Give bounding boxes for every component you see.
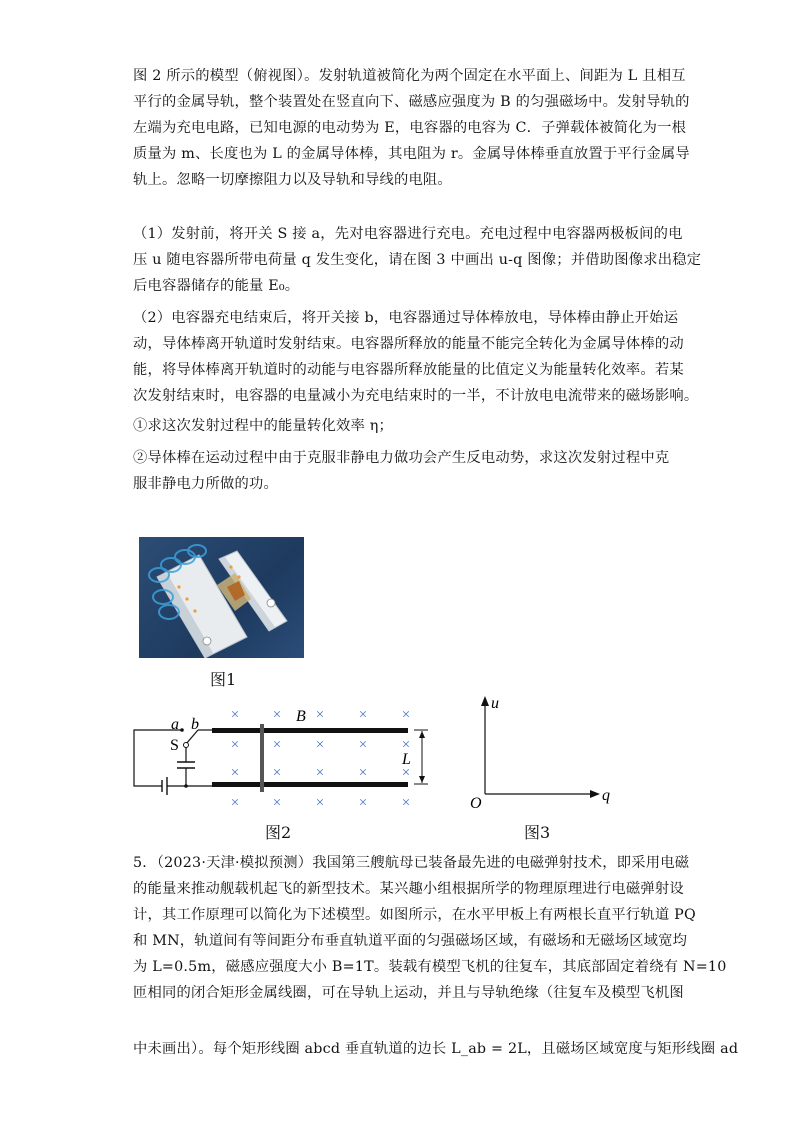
problem4-part2-line: （2）电容器充电结束后，将开关接 b，电容器通过导体棒放电，导体棒由静止开始运	[133, 310, 679, 326]
figure3-caption: 图3	[524, 823, 551, 842]
railgun-illustration	[139, 537, 304, 658]
fig2-L-label: L	[402, 751, 411, 768]
origin-label: O	[470, 795, 482, 810]
problem4-line: 轨上。忽略一切摩擦阻力以及导轨和导线的电阻。	[133, 172, 452, 188]
fig2-B-label: B	[296, 708, 306, 725]
u-axis-label: u	[491, 695, 499, 712]
figure1-caption: 图1	[210, 670, 237, 689]
problem5-line: 的能量来推动舰载机起飞的新型技术。某兴趣小组根据所学的物理原理进行电磁弹射设	[133, 881, 684, 897]
field-cross: ×	[315, 737, 325, 753]
problem5-line: 5．（2023·天津·模拟预测）我国第三艘航母已装备最先进的电磁弹射技术，即采用电磁	[133, 855, 690, 871]
field-cross: ×	[358, 795, 368, 811]
switch-pivot	[184, 743, 189, 748]
problem4-part2-line: 次发射结束时，电容器的电量减小为充电结束时的一半，不计放电电流带来的磁场影响。	[133, 388, 699, 404]
field-cross: ×	[230, 737, 240, 753]
field-cross: ×	[230, 765, 240, 781]
figure2-caption: 图2	[265, 823, 292, 842]
problem4-line: 质量为 m、长度也为 L 的金属导体棒，其电阻为 r。金属导体棒垂直放置于平行金属导	[133, 146, 690, 162]
problem4-part2-line: 能，将导体棒离开轨道时的动能与电容器所释放能量的比值定义为能量转化效率。若某	[133, 362, 684, 378]
field-cross: ×	[401, 737, 411, 753]
problem4-part1-line: 压 u 随电容器所带电荷量 q 发生变化，请在图 3 中画出 u-q 图像；并借助图像求出稳定	[133, 252, 702, 268]
problem4-subq1: ①求这次发射过程中的能量转化效率 η；	[133, 418, 393, 434]
fig2-b-label: b	[191, 716, 199, 733]
figure3-axes	[460, 690, 620, 810]
problem5-line: 计，其工作原理可以简化为下述模型。如图所示，在水平甲板上有两根长直平行轨道 PQ	[133, 907, 696, 923]
problem5-line: 和 MN，轨道间有等间距分布垂直轨道平面的匀强磁场区域，有磁场和无磁场区域宽均	[133, 933, 688, 949]
conductor-rod	[260, 724, 264, 792]
problem4-part1-line: 后电容器储存的能量 E₀。	[133, 278, 300, 294]
top-rail	[212, 728, 408, 733]
problem5-line: 为 L=0.5m，磁感应强度大小 B=1T。装载有模型飞机的往复车，其底部固定着绕有 N=10	[133, 959, 727, 975]
field-cross: ×	[272, 765, 282, 781]
field-cross: ×	[358, 737, 368, 753]
field-cross: ×	[401, 707, 411, 723]
problem4-line: 图 2 所示的模型（俯视图）。发射轨道被简化为两个固定在水平面上、间距为 L 且相互	[133, 68, 686, 84]
field-cross: ×	[315, 707, 325, 723]
field-cross: ×	[358, 765, 368, 781]
field-cross: ×	[358, 707, 368, 723]
q-axis-label: q	[602, 787, 610, 804]
field-cross: ×	[401, 795, 411, 811]
problem4-line: 平行的金属导轨，整个装置处在竖直向下、磁感应强度为 B 的匀强磁场中。发射导轨的	[133, 94, 690, 110]
problem4-line: 左端为充电电路，已知电源的电动势为 E，电容器的电容为 C．子弹载体被简化为一根	[133, 120, 687, 136]
problem5-line: 中未画出）。每个矩形线圈 abcd 垂直轨道的边长 L_ab = 2L，且磁场区域宽度与矩形线圈 ad	[133, 1041, 739, 1057]
figure1-image	[139, 537, 304, 658]
field-cross: ×	[315, 795, 325, 811]
field-cross: ×	[315, 765, 325, 781]
fig2-a-label: a	[171, 716, 179, 733]
fig2-S-label: S	[170, 737, 179, 754]
problem4-part2-line: 动，导体棒离开轨道时发射结束。电容器所释放的能量不能完全转化为金属导体棒的动	[133, 336, 684, 352]
bottom-rail	[212, 782, 408, 787]
field-cross: ×	[230, 707, 240, 723]
field-cross: ×	[272, 707, 282, 723]
problem5-line: 匝相同的闭合矩形金属线圈，可在导轨上运动，并且与导轨绝缘（往复车及模型飞机图	[133, 985, 684, 1001]
field-cross: ×	[401, 765, 411, 781]
field-cross: ×	[272, 795, 282, 811]
problem4-part1-line: （1）发射前，将开关 S 接 a，先对电容器进行充电。充电过程中电容器两极板间的电	[133, 226, 683, 242]
field-cross: ×	[230, 795, 240, 811]
figure2-diagram	[120, 700, 440, 815]
field-cross: ×	[272, 737, 282, 753]
problem4-subq2-line: 服非静电力所做的功。	[133, 476, 278, 492]
problem4-subq2-line: ②导体棒在运动过程中由于克服非静电力做功会产生反电动势，求这次发射过程中克	[133, 450, 670, 466]
